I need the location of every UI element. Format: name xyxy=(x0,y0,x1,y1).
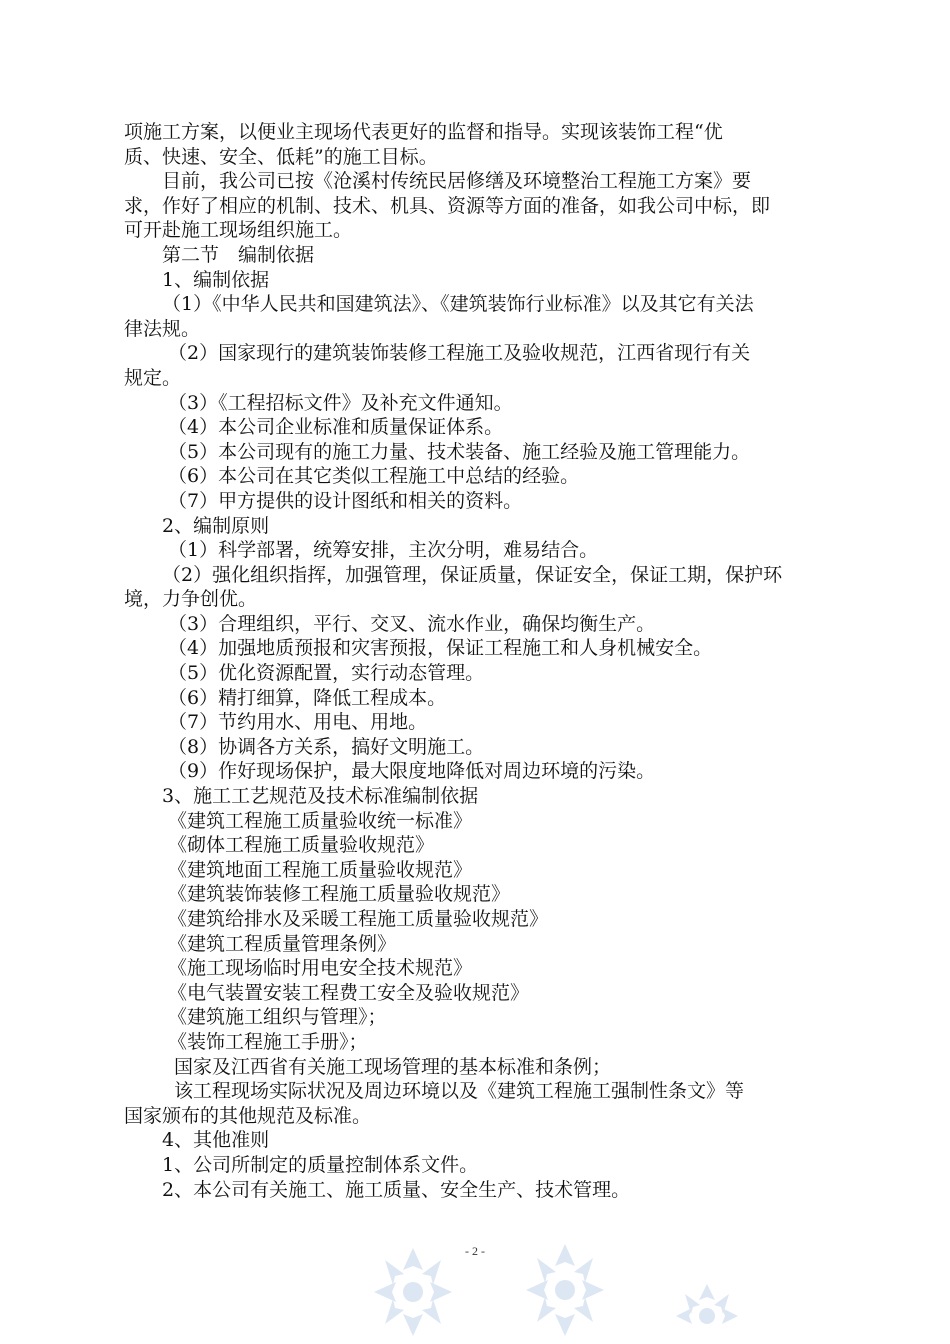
text-line: （1）《中华人民共和国建筑法》、《建筑装饰行业标准》以及其它有关法 xyxy=(162,293,754,316)
text-line: 1、编制依据 xyxy=(162,268,270,291)
text-line: 《建筑地面工程施工质量验收规范》 xyxy=(168,858,473,881)
text-line: （8）协调各方关系，搞好文明施工。 xyxy=(168,735,485,758)
text-line: （5）优化资源配置，实行动态管理。 xyxy=(168,662,485,685)
text-line: 律法规。 xyxy=(124,317,201,340)
text-line: 国家及江西省有关施工现场管理的基本标准和条例； xyxy=(174,1055,612,1078)
text-line: 2、编制原则 xyxy=(162,514,270,537)
text-line: （5）本公司现有的施工力量、技术装备、施工经验及施工管理能力。 xyxy=(168,440,751,463)
text-line: 《装饰工程施工手册》； xyxy=(168,1030,368,1053)
text-line: 第二节 编制依据 xyxy=(162,243,315,266)
text-line: 该工程现场实际状况及周边环境以及《建筑工程施工强制性条文》等 xyxy=(174,1080,745,1103)
text-line: （3）《工程招标文件》及补充文件通知。 xyxy=(168,391,513,414)
text-line: 2、本公司有关施工、施工质量、安全生产、技术管理。 xyxy=(162,1178,631,1201)
text-line: 《建筑装饰装修工程施工质量验收规范》 xyxy=(168,883,511,906)
text-line: （6）精打细算，降低工程成本。 xyxy=(168,686,447,709)
text-line: （6）本公司在其它类似工程施工中总结的经验。 xyxy=(168,465,580,488)
document-body xyxy=(124,120,834,1202)
text-line: （7）节约用水、用电、用地。 xyxy=(168,711,428,734)
text-line: 《砌体工程施工质量验收规范》 xyxy=(168,834,435,857)
text-line: 3、施工工艺规范及技术标准编制依据 xyxy=(162,785,479,808)
text-line: 目前，我公司已按《沧溪村传统民居修缮及环境整治工程施工方案》要 xyxy=(162,170,752,193)
text-line: 4、其他准则 xyxy=(162,1129,270,1152)
text-line: （2）国家现行的建筑装饰装修工程施工及验收规范，江西省现行有关 xyxy=(168,342,751,365)
text-line: 国家颁布的其他规范及标准。 xyxy=(124,1104,372,1127)
text-line: （4）本公司企业标准和质量保证体系。 xyxy=(168,416,504,439)
text-line: （9）作好现场保护，最大限度地降低对周边环境的污染。 xyxy=(168,760,656,783)
text-line: 《建筑给排水及采暖工程施工质量验收规范》 xyxy=(168,908,549,930)
text-line: 质、快速、安全、低耗”的施工目标。 xyxy=(124,145,438,168)
text-line: 《建筑施工组织与管理》； xyxy=(168,1006,387,1029)
page-number: - 2 - xyxy=(465,1244,485,1258)
text-line: 可开赴施工现场组织施工。 xyxy=(124,219,353,242)
watermark-left-icon xyxy=(368,1240,458,1344)
text-line: （7）甲方提供的设计图纸和相关的资料。 xyxy=(168,489,523,512)
text-line: 规定。 xyxy=(124,366,182,389)
text-line: 《电气装置安装工程费工安全及验收规范》 xyxy=(168,981,530,1004)
text-line: （4）加强地质预报和灾害预报，保证工程施工和人身机械安全。 xyxy=(168,637,713,660)
watermark-center-icon xyxy=(520,1236,610,1344)
text-line: （3）合理组织，平行、交叉、流水作业，确保均衡生产。 xyxy=(168,612,656,635)
text-line: （1）科学部署，统筹安排，主次分明，难易结合。 xyxy=(168,539,599,562)
text-line: 1、公司所制定的质量控制体系文件。 xyxy=(162,1153,479,1176)
text-line: 《建筑工程质量管理条例》 xyxy=(168,932,397,955)
text-line: 境，力争创优。 xyxy=(124,588,258,611)
text-line: 项施工方案，以便业主现场代表更好的监督和指导。实现该装饰工程“优 xyxy=(124,121,723,143)
text-line: 《施工现场临时用电安全技术规范》 xyxy=(168,957,473,980)
text-line: 求，作好了相应的机制、技术、机具、资源等方面的准备，如我公司中标，即 xyxy=(124,194,771,217)
text-line: 《建筑工程施工质量验收统一标准》 xyxy=(168,809,473,832)
watermark-right-icon xyxy=(672,1280,742,1344)
text-line: （2）强化组织指挥，加强管理，保证质量，保证安全，保证工期，保护环 xyxy=(162,563,783,586)
